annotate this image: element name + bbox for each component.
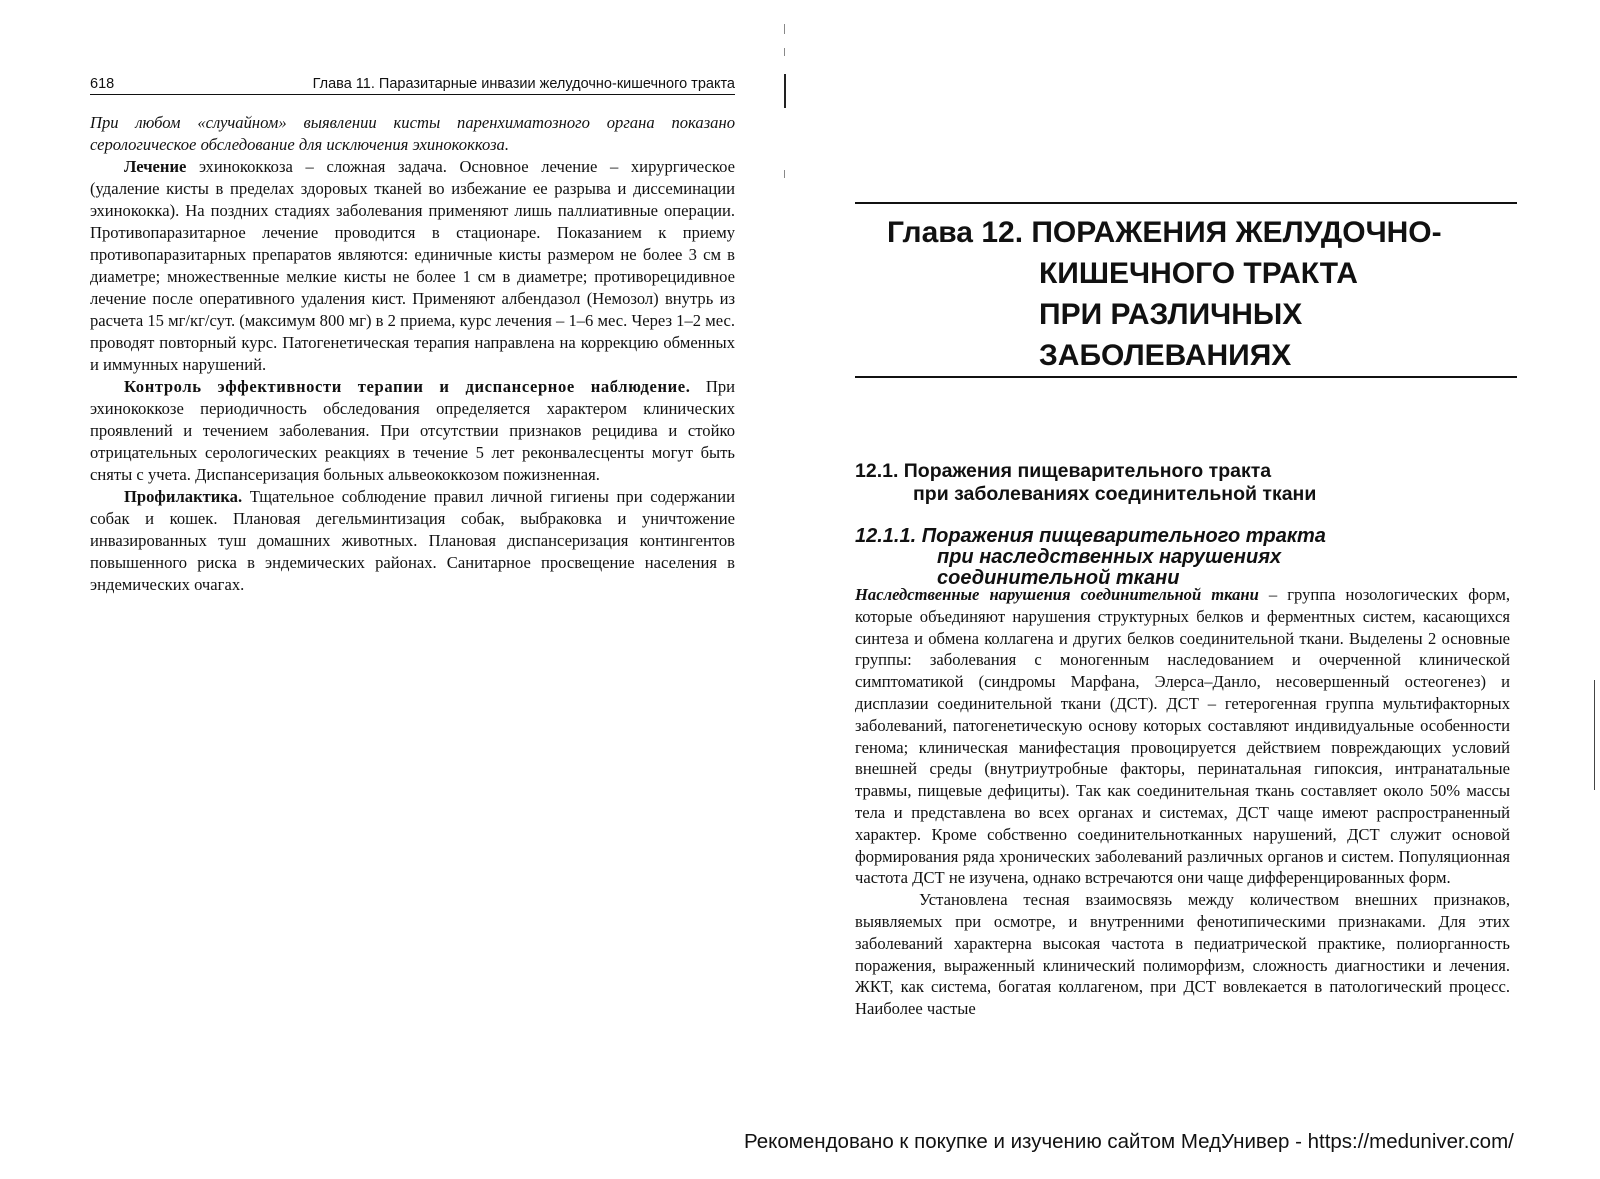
correlation-paragraph: Установлена тесная взаимосвязь между количеством внешних признаков, выявляемых при осмотре, и внутренними фенотипическими признаками. Для этих заболеваний характерна высокая частота в педиатрической практике, полиорганность поражения, выраженный клинический полиморфизм, сложность диагностики и лечения. ЖКТ, как система, богатая коллагеном, при ДСТ вовлекается в патологический процесс. Наиболее частые [855,890,1510,1019]
section-heading-line: 12.1. Поражения пищеварительного тракта [855,460,1272,482]
left-page-body [90,112,735,596]
gutter-mark [784,170,785,178]
section-heading [855,460,1515,506]
prevention-paragraph [90,486,735,596]
intro-paragraph: При любом «случайном» выявлении кисты паренхиматозного органа показано серологическое обследование для исключения эхинококкоза. [90,113,735,154]
chapter-title-line: ЗАБОЛЕВАНИЯХ [1039,339,1292,372]
control-paragraph [90,376,735,486]
chapter-title [887,212,1507,376]
subsection-heading-line: соединительной ткани [937,567,1180,589]
section-heading-line: при заболеваниях соединительной ткани [913,483,1317,505]
gutter-mark [784,48,785,56]
running-header-title: Глава 11. Паразитарные инвазии желудочно-кишечного тракта [312,76,735,92]
subsection-heading [855,526,1515,589]
right-page-body [855,584,1510,1020]
subsection-heading-line: 12.1.1. Поражения пищеварительного тракта [855,525,1326,547]
definition-term: Наследственные нарушения соединительной ткани [855,585,1259,604]
treatment-paragraph [90,156,735,376]
prevention-term: Профилактика. [124,487,243,506]
prevention-text: Тщательное соблюдение правил личной гигиены при содержании собак и кошек. Плановая дегельминтизация собак, выбраковка и уничтожение инвазированных туш домашних животных. Плановая диспансеризация контингентов повышенного риска в эндемических районах. Санитарное просвещение населения в эндемических очагах. [90,487,735,594]
control-term: Контроль эффективности терапии и диспансерное наблюдение. [124,377,691,396]
chapter-rule-top [855,202,1517,204]
footer-watermark-text: Рекомендовано к покупке и изучению сайтом МедУнивер - https://meduniver.com/ [744,1130,1514,1153]
treatment-term: Лечение [124,157,187,176]
chapter-rule-bottom [855,376,1517,378]
gutter-mark [784,74,786,108]
chapter-title-line: Глава 12. ПОРАЖЕНИЯ ЖЕЛУДОЧНО- [887,216,1442,249]
control-text: При эхинококкозе периодичность обследования определяется характером клинических проявлений и течением заболевания. При отсутствии признаков рецидива и стойко отрицательных серологических реакциях в течение 5 лет реконвалесценты могут быть сняты с учета. Диспансеризация больных альвеококкозом пожизненная. [90,377,736,484]
chapter-title-line: КИШЕЧНОГО ТРАКТА [1039,257,1358,290]
edge-mark [1594,680,1595,790]
chapter-title-line: ПРИ РАЗЛИЧНЫХ [1039,298,1303,331]
definition-paragraph [855,584,1510,889]
subsection-heading-line: при наследственных нарушениях [937,546,1282,568]
definition-text: – группа нозологических форм, которые объединяют нарушения структурных белков и ферментных систем, касающихся синтеза и обмена коллагена и других белков соединительной ткани. Выделены 2 основные группы: заболевания с моногенным наследованием и очерченной клинической симптоматикой (синдромы Марфана, Элерса–Данло, несовершенный остеогенез) и дисплазии соединительной ткани (ДСТ). ДСТ – гетерогенная группа мультифакторных заболеваний, патогенетическую основу которых составляют индивидуальные особенности генома; клиническая манифестация провоцируется действием повреждающих условий внешней среды (внутриутробные факторы, перинатальная гипоксия, интранатальные травмы, пищевые дефициты). Так как соединительная ткань составляет около 50% массы тела и представлена во всех органах и системах, ДСТ чаще имеют распространенный характер. Кроме собственно соединительнотканных нарушений, ДСТ служит основой формирования ряда хронических заболеваний различных органов и систем. Популяционная частота ДСТ не изучена, однако встречаются они чаще дифференцированных форм. [855,585,1510,888]
treatment-text: эхинококкоза – сложная задача. Основное лечение – хирургическое (удаление кисты в пределах здоровых тканей во избежание ее разрыва и диссеминации эхинококка). На поздних стадиях заболевания применяют лишь паллиативные операции. Противопаразитарное лечение проводится в стационаре. Показанием к приему противопаразитарных препаратов являются: единичные кисты размером не более 3 см в диаметре; множественные мелкие кисты не более 1 см в диаметре; противорецидивное лечение после оперативного удаления кист. Применяют албендазол (Немозол) внутрь из расчета 15 мг/кг/сут. (максимум 800 мг) в 2 приема, курс лечения – 1–6 мес. Через 1–2 мес. проводят повторный курс. Патогенетическая терапия направлена на коррекцию обменных и иммунных нарушений. [90,157,735,374]
running-header [90,76,735,95]
gutter-mark [784,24,785,34]
page-number: 618 [90,76,115,92]
